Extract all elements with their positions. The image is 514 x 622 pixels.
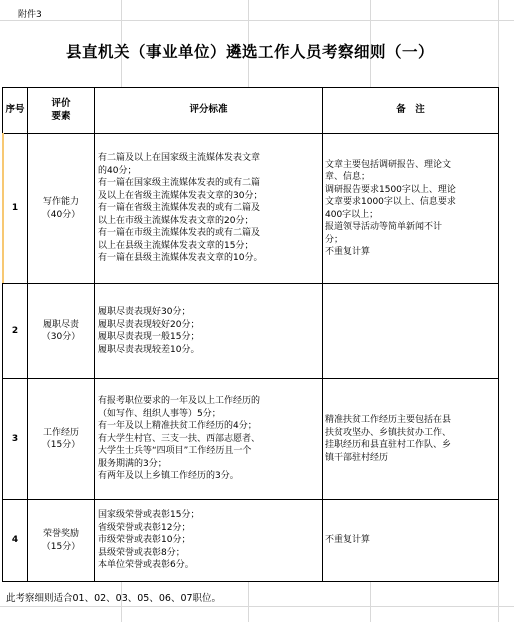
table-header-row [3, 88, 499, 134]
criteria-cell[interactable] [95, 284, 323, 379]
criteria-line: 有一年及以上精准扶贫工作经历的4分； [98, 421, 257, 432]
criteria-line: 有一篇在市级主流媒体发表的或有二篇及 [98, 228, 261, 239]
selection-indicator [2, 133, 4, 283]
notes-cell[interactable] [323, 284, 499, 379]
criteria-cell[interactable] [95, 134, 323, 284]
attachment-label: 附件3 [18, 10, 42, 20]
table-row [3, 284, 499, 379]
item-score: （30分） [41, 332, 81, 342]
notes-line: 调研报告要求1500字以上、理论 [325, 184, 456, 195]
item-score: （40分） [41, 209, 81, 220]
item-score: （15分） [41, 440, 81, 450]
notes-cell[interactable] [323, 500, 499, 582]
notes-line: 精准扶贫工作经历主要包括在县 [325, 415, 452, 425]
notes-line: 章、信息； [325, 172, 371, 182]
criteria-line: 履职尽责表现较好20分； [98, 319, 200, 330]
criteria-line: （如写作、组织人事等）5分； [98, 408, 221, 419]
footer-note: 此考察细则适合01、02、03、05、06、07职位。 [6, 593, 222, 604]
notes-line: 不重复计算 [325, 247, 371, 257]
table-row [3, 379, 499, 500]
criteria-line: 有一篇在县级主流媒体发表文章的10分。 [98, 253, 263, 264]
criteria-line: 市级荣誉或表彰10分； [98, 535, 191, 546]
notes-line: 扶贫攻坚办、乡镇扶贫办工作、 [325, 427, 452, 438]
notes-line: 分； [325, 234, 344, 245]
header-criteria[interactable]: 评分标准 [95, 88, 323, 134]
header-item[interactable] [28, 88, 95, 134]
criteria-cell[interactable] [95, 500, 323, 582]
criteria-line: 有一篇在国家级主流媒体发表的或有二篇 [98, 178, 261, 189]
criteria-line: 有大学生村官、三支一扶、西部志愿者、 [98, 433, 261, 444]
criteria-line: 大学生士兵等“四项目”工作经历且一个 [98, 446, 252, 457]
page-title: 县直机关（事业单位）遴选工作人员考察细则（一） [65, 43, 434, 61]
row-number[interactable]: 3 [3, 379, 28, 500]
notes-cell[interactable] [323, 379, 499, 500]
criteria-line: 及以上在省级主流媒体发表文章的30分； [98, 190, 263, 201]
criteria-line: 有一篇在省级主流媒体发表的或有二篇及 [98, 203, 261, 214]
row-number[interactable]: 4 [3, 500, 28, 582]
notes-line: 报道领导活动等简单新闻不计 [325, 222, 443, 232]
item-cell[interactable] [28, 379, 95, 500]
notes-line: 400字以上； [325, 209, 379, 220]
notes-line: 文章要求1000字以上、信息要求 [325, 197, 456, 207]
item-name: 履职尽责 [42, 319, 79, 330]
notes-line: 挂职经历和县直驻村工作队、乡 [325, 440, 452, 450]
item-cell[interactable] [28, 500, 95, 582]
notes-line: 不重复计算 [325, 535, 371, 546]
criteria-line: 服务期满的3分； [98, 458, 167, 469]
criteria-line: 有两年及以上乡镇工作经历的3分。 [98, 471, 239, 482]
criteria-line: 有二篇及以上在国家级主流媒体发表文章 [98, 153, 261, 164]
item-name: 写作能力 [42, 197, 79, 207]
criteria-line: 国家级荣誉或表彰15分； [98, 510, 200, 521]
criteria-line: 履职尽责表现较差10分。 [98, 344, 200, 355]
item-score: （15分） [41, 541, 81, 552]
criteria-line: 以上在县级主流媒体发表文章的15分； [98, 240, 254, 251]
row-number[interactable]: 1 [3, 134, 28, 284]
item-cell[interactable] [28, 284, 95, 379]
grid-line [0, 20, 514, 21]
criteria-line: 省级荣誉或表彰12分； [98, 522, 191, 533]
criteria-line: 履职尽责表现一般15分； [98, 332, 200, 342]
criteria-line: 县级荣誉或表彰8分； [98, 547, 185, 558]
notes-line: 镇干部驻村经历 [325, 452, 389, 463]
item-cell[interactable] [28, 134, 95, 284]
criteria-line: 履职尽责表现好30分； [98, 307, 191, 317]
header-item-line2: 要素 [51, 110, 71, 122]
item-name: 荣誉奖励 [42, 529, 79, 539]
item-name: 工作经历 [42, 427, 79, 438]
criteria-line: 以上在市级主流媒体发表文章的20分； [98, 215, 254, 226]
row-number[interactable]: 2 [3, 284, 28, 379]
criteria-line: 本单位荣誉或表彰6分。 [98, 560, 194, 571]
criteria-line: 的40分； [98, 165, 137, 176]
table-row [3, 500, 499, 582]
grid-line [0, 606, 514, 607]
notes-cell[interactable] [323, 134, 499, 284]
criteria-line: 有报考职位要求的一年及以上工作经历的 [98, 396, 261, 407]
notes-line: 文章主要包括调研报告、理论文 [325, 159, 452, 170]
header-no[interactable]: 序号 [3, 88, 28, 134]
criteria-table [2, 87, 499, 582]
criteria-cell[interactable] [95, 379, 323, 500]
header-item-line1: 评价 [51, 98, 71, 109]
table-row [3, 134, 499, 284]
header-notes[interactable]: 备 注 [323, 88, 499, 134]
